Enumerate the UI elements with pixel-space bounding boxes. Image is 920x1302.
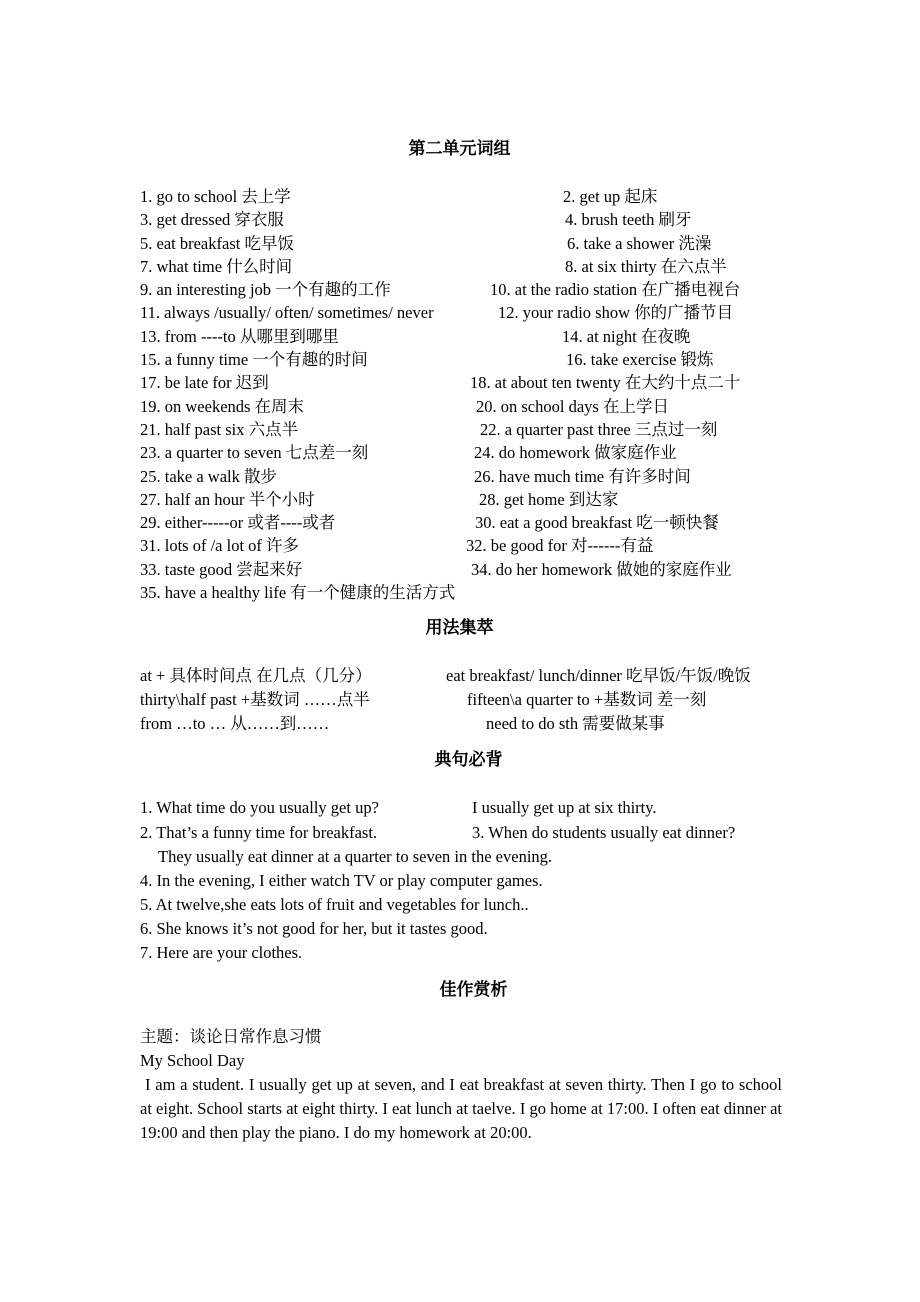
- phrase-item: 1. go to school 去上学: [140, 187, 291, 206]
- usage-item: fifteen\a quarter to +基数词 差一刻: [467, 690, 707, 710]
- sentence-line: 6. She knows it’s not good for her, but it tastes good.: [140, 919, 488, 939]
- usage-row: [140, 664, 782, 688]
- usage-item: thirty\half past +基数词 ……点半: [140, 690, 370, 710]
- phrase-item: 32. be good for 对------有益: [466, 536, 654, 556]
- phrase-item: 12. your radio show 你的广播节目: [498, 303, 734, 323]
- phrase-item: 15. a funny time 一个有趣的时间: [140, 350, 368, 370]
- phrase-row: [140, 395, 782, 418]
- document-content: [140, 137, 782, 1145]
- phrase-row: [140, 325, 782, 348]
- phrase-row: [140, 441, 782, 464]
- usage-title: 用法集萃: [425, 618, 494, 638]
- phrase-item: 25. take a walk 散步: [140, 466, 278, 486]
- phrase-item: 23. a quarter to seven 七点差一刻: [140, 443, 369, 463]
- sentences-title: 典句必背: [434, 750, 503, 770]
- phrase-item: 22. a quarter past three 三点过一刻: [480, 419, 718, 439]
- essay-title: 佳作赏析: [439, 979, 508, 999]
- phrase-row: [140, 348, 782, 371]
- phrase-row: [140, 185, 782, 208]
- sentence-item: 1. What time do you usually get up?: [140, 798, 379, 818]
- phrase-item: 17. be late for 迟到: [140, 373, 269, 393]
- sentence-line: [140, 796, 782, 820]
- phrase-row: [140, 488, 782, 511]
- sentence-line: [140, 821, 782, 845]
- phrase-row: [140, 534, 782, 557]
- phrase-item: 4. brush teeth 刷牙: [565, 210, 692, 230]
- phrase-row: [140, 208, 782, 231]
- usage-list: [140, 664, 782, 736]
- phrase-item: 19. on weekends 在周末: [140, 396, 305, 416]
- phrase-row: [140, 255, 782, 278]
- phrase-row: [140, 558, 782, 581]
- phrase-row: [140, 581, 782, 604]
- sentence-item: 3. When do students usually eat dinner?: [472, 822, 736, 842]
- phrase-item: 24. do homework 做家庭作业: [474, 443, 677, 463]
- sentence-list: [140, 796, 782, 965]
- phrase-item: 33. taste good 尝起来好: [140, 559, 303, 579]
- essay-heading: My School Day: [140, 1050, 245, 1070]
- phrase-item: 11. always /usually/ often/ sometimes/ never: [140, 303, 434, 323]
- phrase-item: 2. get up 起床: [563, 187, 658, 206]
- phrase-item: 31. lots of /a lot of 许多: [140, 536, 300, 556]
- phrase-item: 7. what time 什么时间: [140, 256, 293, 276]
- phrase-item: 34. do her homework 做她的家庭作业: [471, 559, 732, 579]
- phrase-item: 14. at night 在夜晚: [562, 326, 691, 346]
- phrase-row: [140, 511, 782, 534]
- phrase-item: 28. get home 到达家: [479, 489, 619, 509]
- phrase-row: [140, 465, 782, 488]
- sentence-item: 2. That’s a funny time for breakfast.: [140, 822, 378, 842]
- usage-item: need to do sth 需要做某事: [486, 714, 665, 734]
- phrase-row: [140, 278, 782, 301]
- phrase-item: 16. take exercise 锻炼: [566, 350, 714, 370]
- phrase-item: 26. have much time 有许多时间: [474, 466, 691, 486]
- phrase-item: 13. from ----to 从哪里到哪里: [140, 326, 339, 346]
- usage-row: [140, 688, 782, 712]
- sentence-line: 5. At twelve,she eats lots of fruit and vegetables for lunch..: [140, 895, 529, 915]
- phrase-item: 27. half an hour 半个小时: [140, 489, 315, 509]
- usage-row: [140, 712, 782, 736]
- phrase-row: [140, 418, 782, 441]
- phrase-item: 20. on school days 在上学日: [476, 396, 669, 416]
- essay: [140, 1025, 782, 1145]
- phrase-item: 3. get dressed 穿衣服: [140, 210, 284, 230]
- usage-item: at + 具体时间点 在几点（几分）: [140, 666, 372, 686]
- sentence-line: 4. In the evening, I either watch TV or play computer games.: [140, 870, 543, 890]
- phrase-item: 21. half past six 六点半: [140, 419, 299, 439]
- phrase-item: 35. have a healthy life 有一个健康的生活方式: [140, 583, 456, 603]
- essay-topic: 主题：谈论日常作息习惯: [140, 1026, 322, 1046]
- essay-body: I am a student. I usually get up at seven, and I eat breakfast at seven thirty. Then I go to school at eight. School starts at eight thirty. I eat lunch at taelve. I go home at 17:00. I often eat dinner at 19:00 and then play the piano. I do my homework at 20:00.: [140, 1074, 782, 1142]
- phrases-title: 第二单元词组: [408, 139, 511, 158]
- phrase-list: [140, 185, 782, 604]
- usage-item: from …to … 从……到……: [140, 714, 330, 734]
- phrase-item: 10. at the radio station 在广播电视台: [490, 280, 741, 300]
- phrase-item: 6. take a shower 洗澡: [567, 233, 712, 253]
- usage-item: eat breakfast/ lunch/dinner 吃早饭/午饭/晚饭: [446, 666, 751, 686]
- phrase-item: 5. eat breakfast 吃早饭: [140, 233, 294, 253]
- phrase-item: 18. at about ten twenty 在大约十点二十: [470, 373, 741, 393]
- phrase-item: 9. an interesting job 一个有趣的工作: [140, 280, 391, 300]
- phrase-row: [140, 232, 782, 255]
- phrase-item: 29. either-----or 或者----或者: [140, 513, 336, 533]
- sentence-line: They usually eat dinner at a quarter to seven in the evening.: [158, 846, 553, 866]
- phrase-item: 30. eat a good breakfast 吃一顿快餐: [475, 513, 719, 533]
- phrase-item: 8. at six thirty 在六点半: [565, 256, 727, 276]
- sentence-item: I usually get up at six thirty.: [472, 798, 657, 818]
- sentence-line: 7. Here are your clothes.: [140, 943, 303, 963]
- phrase-row: [140, 371, 782, 394]
- phrase-row: [140, 301, 782, 324]
